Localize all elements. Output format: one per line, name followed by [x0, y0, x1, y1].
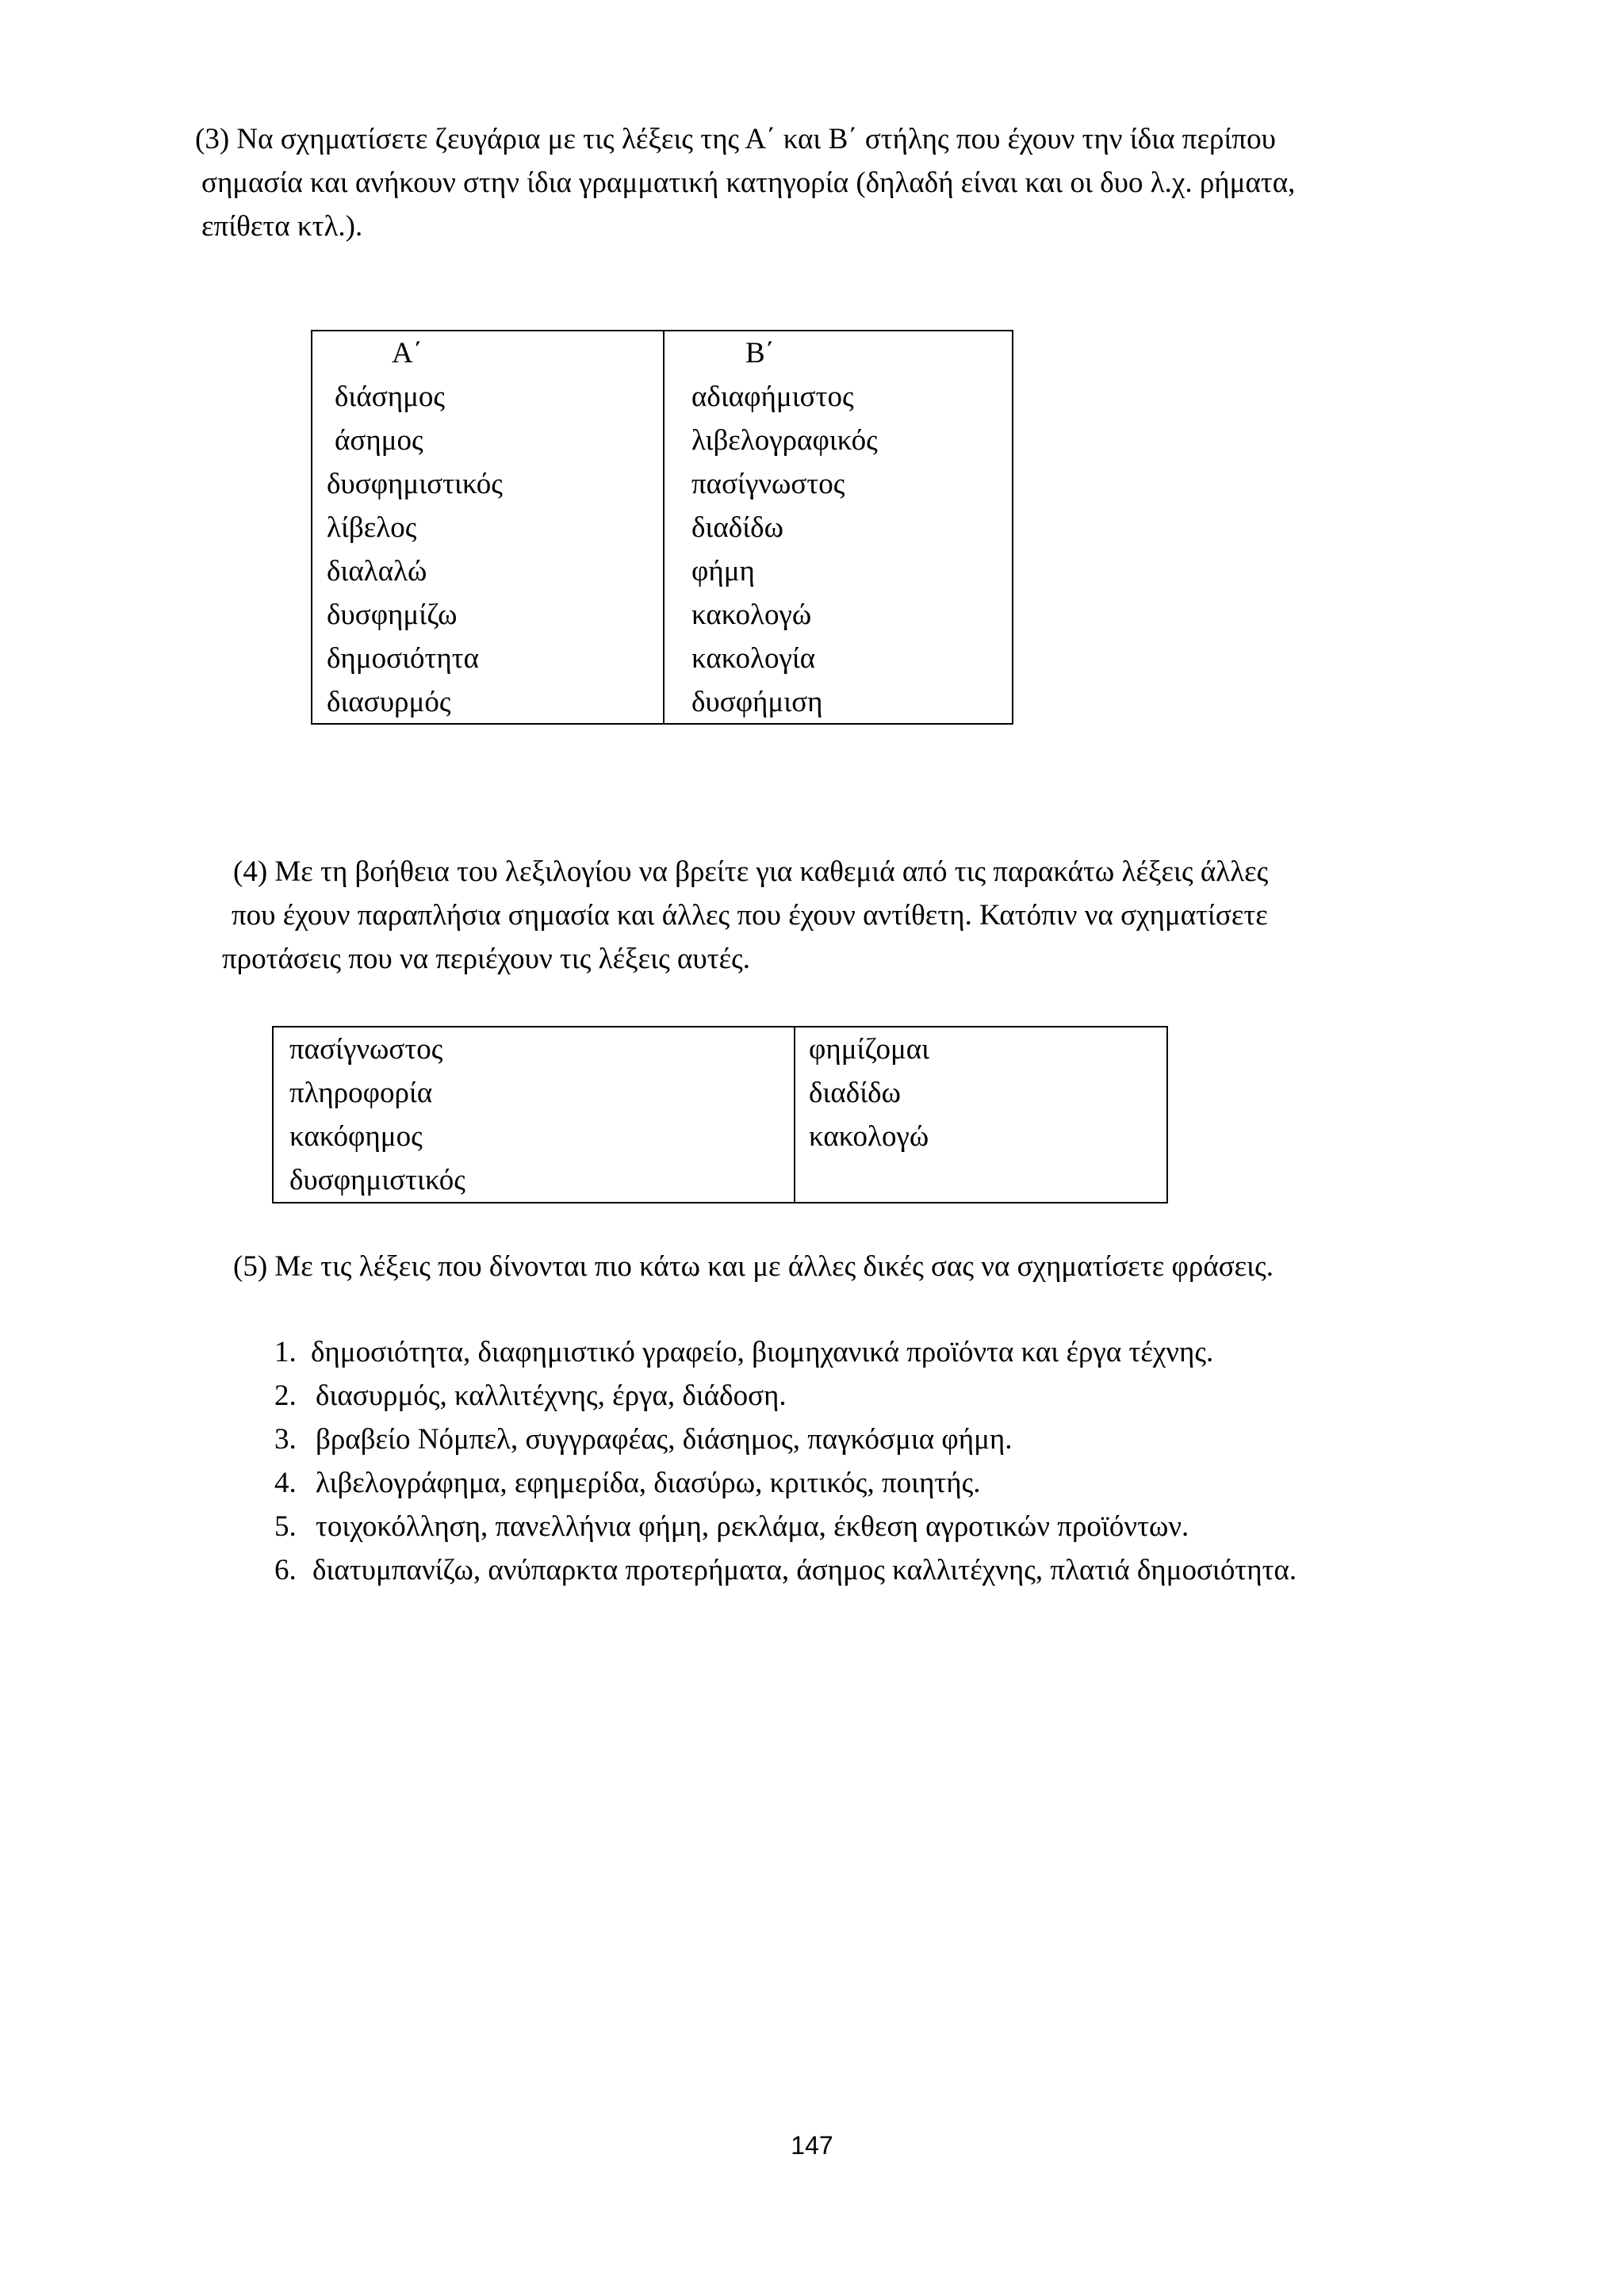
exercise-5-list: [274, 1330, 1543, 1600]
exercise-5-intro: (5) Με τις λέξεις που δίνονται πιο κάτω και με άλλες δικές σας να σχηματίσετε φράσεις.: [233, 1250, 1274, 1283]
left-column-word: πληροφορία: [289, 1077, 433, 1109]
table-column-divider: [663, 331, 665, 723]
column-b-word: λιβελογραφικός: [691, 424, 878, 457]
table-column-divider: [794, 1027, 795, 1202]
left-column-word: δυσφημιστικός: [289, 1164, 465, 1196]
list-item-number: 5.: [274, 1510, 297, 1543]
column-b-word: διαδίδω: [691, 511, 783, 544]
right-column-word: φημίζομαι: [809, 1033, 930, 1066]
column-a-word: διαλαλώ: [327, 555, 427, 587]
exercise-5-instructions: [233, 1245, 1274, 1288]
list-item-text: τοιχοκόλληση, πανελλήνια φήμη, ρεκλάμα, έκθεση αγροτικών προϊόντων.: [316, 1510, 1189, 1543]
list-item-number: 3.: [274, 1423, 297, 1456]
left-column-word: κακόφημος: [289, 1120, 423, 1153]
exercise-4-line-1: (4) Με τη βοήθεια του λεξιλογίου να βρείτε για καθεμιά από τις παρακάτω λέξεις άλλες: [233, 855, 1269, 888]
exercise-4-line-3: προτάσεις που να περιέχουν τις λέξεις αυτές.: [222, 943, 751, 975]
column-b-word: φήμη: [691, 555, 755, 587]
column-b: [691, 331, 878, 724]
exercise-4-instructions: [222, 850, 1268, 981]
right-column-word: διαδίδω: [809, 1077, 901, 1109]
list-item-number: 4.: [274, 1467, 297, 1499]
column-b-word: κακολογία: [691, 642, 816, 675]
left-column-word: πασίγνωστος: [289, 1033, 443, 1066]
list-item-text: διατυμπανίζω, ανύπαρκτα προτερήματα, άσημος καλλιτέχνης, πλατιά δημοσιότητα.: [312, 1554, 1297, 1586]
column-b-word: δυσφήμιση: [691, 686, 823, 718]
exercise-3-instructions: [195, 117, 1295, 248]
list-item-text: δημοσιότητα, διαφημιστικό γραφείο, βιομηχανικά προϊόντα και έργα τέχνης.: [311, 1336, 1214, 1368]
exercise-3-line-3: επίθετα κτλ.).: [201, 210, 363, 243]
exercise-4-line-2: που έχουν παραπλήσια σημασία και άλλες που έχουν αντίθετη. Κατόπιν να σχηματίσετε: [232, 899, 1268, 932]
left-column: [289, 1027, 465, 1202]
list-item-number: 2.: [274, 1380, 297, 1412]
column-a-word: λίβελος: [327, 511, 417, 544]
column-a-word: δημοσιότητα: [327, 642, 479, 675]
exercise-3-line-2: σημασία και ανήκουν στην ίδια γραμματική κατηγορία (δηλαδή είναι και οι δυο λ.χ. ρήματα,: [201, 166, 1296, 199]
exercise-3-word-table: [311, 330, 1013, 725]
page-number: 147: [791, 2131, 833, 2160]
column-a-word: διάσημος: [335, 381, 446, 413]
exercise-4-word-table: [272, 1026, 1168, 1203]
list-item-text: βραβείο Νόμπελ, συγγραφέας, διάσημος, παγκόσμια φήμη.: [316, 1423, 1013, 1456]
column-a-word: δυσφημίζω: [327, 599, 458, 631]
column-a-word: διασυρμός: [327, 686, 451, 718]
list-item-text: λιβελογράφημα, εφημερίδα, διασύρω, κριτικός, ποιητής.: [316, 1467, 981, 1499]
list-item-text: διασυρμός, καλλιτέχνης, έργα, διάδοση.: [316, 1380, 787, 1412]
column-b-word: πασίγνωστος: [691, 468, 845, 500]
column-a-word: άσημος: [335, 424, 423, 457]
column-b-word: κακολογώ: [691, 599, 812, 631]
right-column: [809, 1027, 929, 1158]
column-a: [327, 331, 503, 724]
column-b-word: αδιαφήμιστος: [691, 381, 854, 413]
exercise-3-line-1: (3) Να σχηματίσετε ζευγάρια με τις λέξεις της Α΄ και Β΄ στήλης που έχουν την ίδια περίπου: [195, 123, 1276, 155]
column-a-header: Α΄: [392, 337, 423, 369]
column-b-header: Β΄: [745, 337, 775, 369]
column-a-word: δυσφημιστικός: [327, 468, 503, 500]
list-item-number: 1.: [274, 1336, 297, 1368]
right-column-word: κακολογώ: [809, 1120, 929, 1153]
list-item-number: 6.: [274, 1554, 297, 1586]
